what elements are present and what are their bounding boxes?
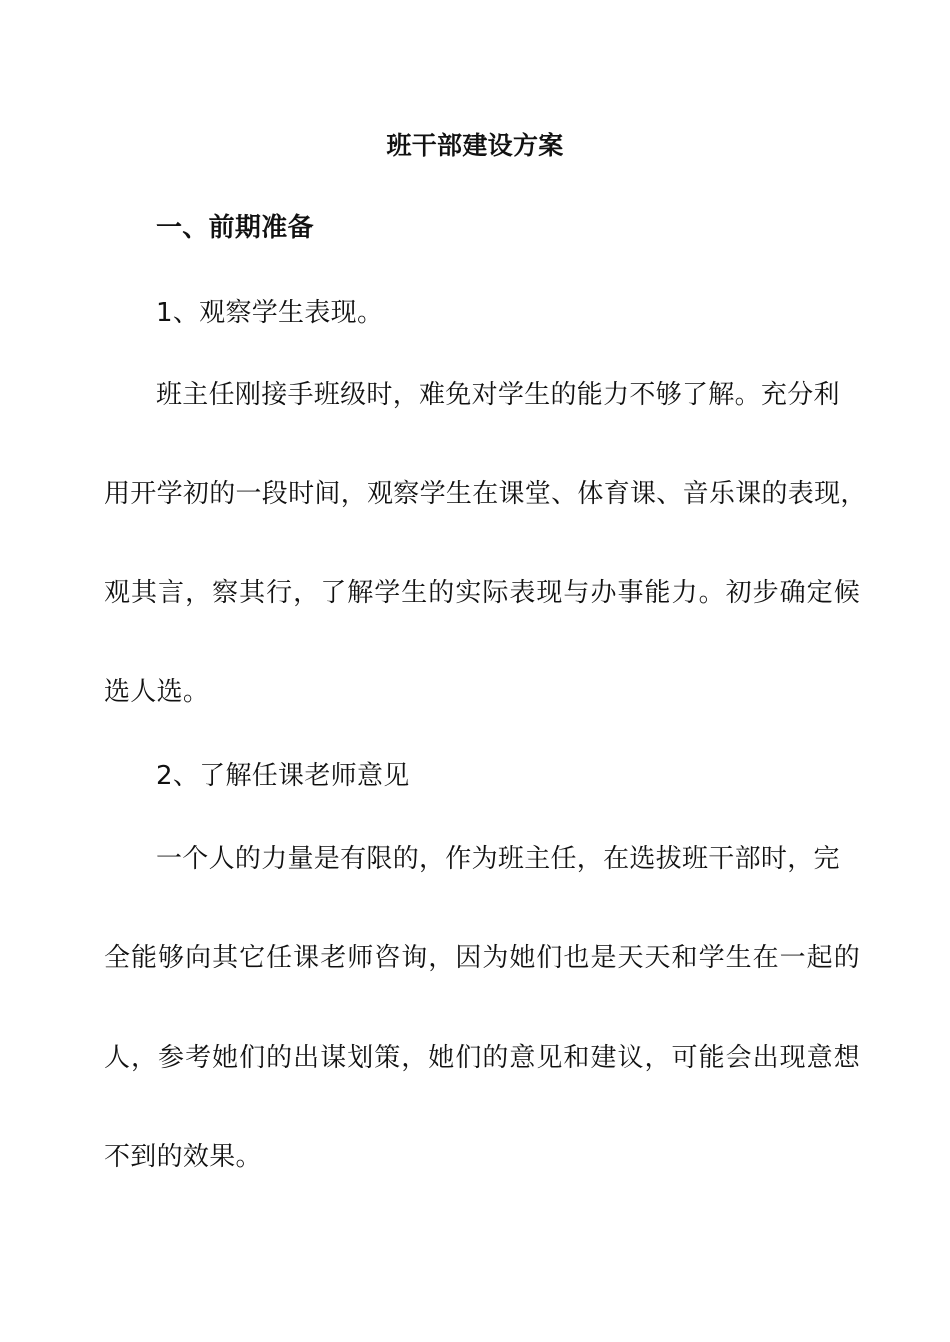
item-2-line-2: 全能够向其它任课老师咨询，因为她们也是天天和学生在一起的 [104, 943, 860, 973]
section-heading: 一、前期准备 [156, 213, 314, 243]
item-2-line-4: 不到的效果。 [104, 1142, 262, 1172]
item-2-line-1: 一个人的力量是有限的，作为班主任，在选拔班干部时，完 [156, 844, 840, 874]
item-2-line-3: 人，参考她们的出谋划策，她们的意见和建议，可能会出现意想 [104, 1043, 860, 1073]
item-1-line-2: 用开学初的一段时间，观察学生在课堂、体育课、音乐课的表现， [104, 479, 867, 509]
item-1-line-4: 选人选。 [104, 677, 210, 707]
item-1-label: 1、观察学生表现。 [156, 298, 384, 328]
item-2-label: 2、了解任课老师意见 [156, 761, 410, 791]
document-title: 班干部建设方案 [386, 131, 564, 160]
item-1-line-1: 班主任刚接手班级时，难免对学生的能力不够了解。充分利 [156, 380, 840, 410]
item-1-line-3: 观其言，察其行，了解学生的实际表现与办事能力。初步确定候 [104, 578, 860, 608]
